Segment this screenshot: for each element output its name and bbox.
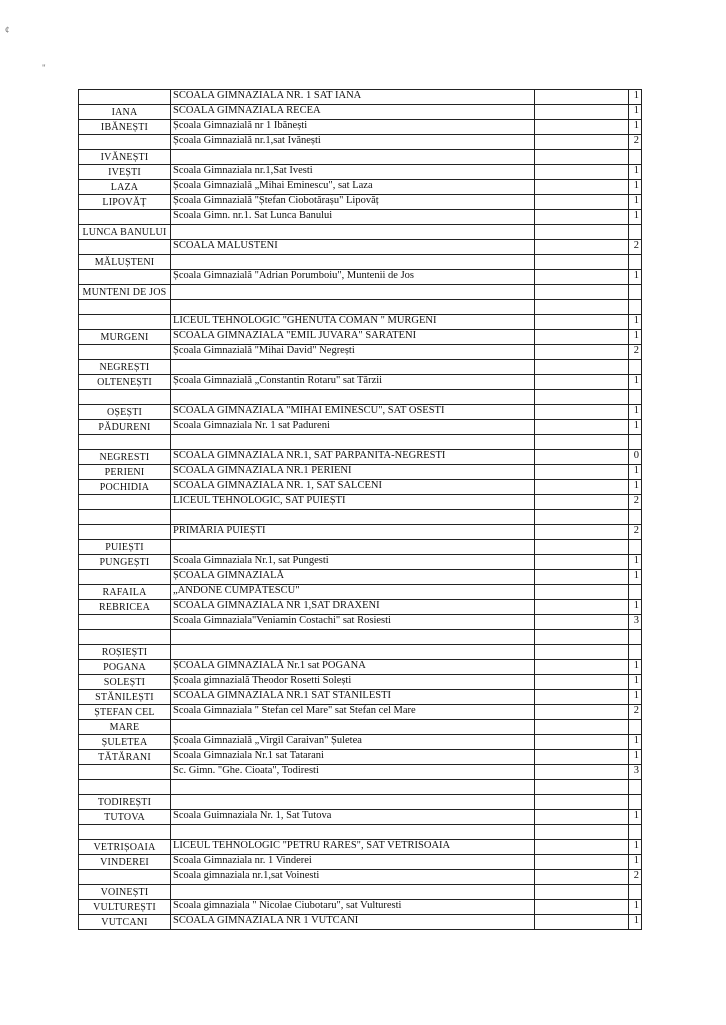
table-row (79, 390, 642, 405)
empty-column-cell (535, 330, 629, 345)
table-row (79, 915, 642, 930)
count-cell: 2 (629, 135, 642, 150)
school-name-cell (171, 150, 535, 165)
locality-cell (79, 135, 171, 150)
locality-cell: MARE (79, 720, 171, 735)
table-row (79, 780, 642, 795)
table-row (79, 420, 642, 435)
count-cell: 2 (629, 240, 642, 255)
locality-cell: OȘEȘTI (79, 405, 171, 420)
locality-cell: TODIREȘTI (79, 795, 171, 810)
locality-cell: NEGREȘTI (79, 360, 171, 375)
school-name-cell: SCOALA GIMNAZIALA NR.1, SAT PARPANITA-NEGRESTI (171, 450, 535, 465)
locality-cell: LAZA (79, 180, 171, 195)
school-name-cell: Școala Gimnazială „Constantin Rotaru" sat Tărzii (171, 375, 535, 390)
empty-column-cell (535, 525, 629, 540)
locality-cell: MUNTENI DE JOS (79, 285, 171, 300)
count-cell (629, 585, 642, 600)
empty-column-cell (535, 180, 629, 195)
school-name-cell (171, 360, 535, 375)
table-row (79, 615, 642, 630)
school-name-cell: Școala Gimnazială „Virgil Caraivan" Șuletea (171, 735, 535, 750)
count-cell: 1 (629, 810, 642, 825)
count-cell: 1 (629, 270, 642, 285)
count-cell: 2 (629, 525, 642, 540)
table-row (79, 540, 642, 555)
table-row (79, 150, 642, 165)
count-cell (629, 285, 642, 300)
table-row (79, 690, 642, 705)
school-name-cell: SCOALA GIMNAZIALA NR.1 PERIENI (171, 465, 535, 480)
locality-cell (79, 570, 171, 585)
locality-cell: REBRICEA (79, 600, 171, 615)
table-row (79, 765, 642, 780)
school-name-cell: Școala gimnazială Theodor Rosetti Solești (171, 675, 535, 690)
empty-column-cell (535, 855, 629, 870)
locality-cell: SOLEȘTI (79, 675, 171, 690)
count-cell: 1 (629, 195, 642, 210)
locality-cell: ROȘIEȘTI (79, 645, 171, 660)
locality-cell (79, 765, 171, 780)
school-name-cell: Scoala Gimnaziala Nr.1, sat Pungesti (171, 555, 535, 570)
school-name-cell (171, 540, 535, 555)
empty-column-cell (535, 915, 629, 930)
locality-cell: IVĂNEȘTI (79, 150, 171, 165)
locality-cell: VETRIȘOAIA (79, 840, 171, 855)
locality-cell: POGANA (79, 660, 171, 675)
locality-cell (79, 825, 171, 840)
empty-column-cell (535, 165, 629, 180)
empty-column-cell (535, 570, 629, 585)
count-cell: 1 (629, 900, 642, 915)
school-name-cell: Scoala Guimnaziala Nr. 1, Sat Tutova (171, 810, 535, 825)
empty-column-cell (535, 810, 629, 825)
empty-column-cell (535, 765, 629, 780)
school-name-cell: SCOALA GIMNAZIALA RECEA (171, 105, 535, 120)
count-cell: 3 (629, 765, 642, 780)
empty-column-cell (535, 345, 629, 360)
school-name-cell (171, 630, 535, 645)
school-name-cell: LICEUL TEHNOLOGIC, SAT PUIEȘTI (171, 495, 535, 510)
locality-cell: VULTUREȘTI (79, 900, 171, 915)
locality-cell: TĂTĂRANI (79, 750, 171, 765)
school-name-cell (171, 390, 535, 405)
schools-table-body (79, 90, 642, 930)
empty-column-cell (535, 90, 629, 105)
count-cell (629, 540, 642, 555)
empty-column-cell (535, 735, 629, 750)
count-cell: 1 (629, 105, 642, 120)
table-row (79, 195, 642, 210)
count-cell: 1 (629, 420, 642, 435)
count-cell: 1 (629, 180, 642, 195)
school-name-cell: SCOALA GIMNAZIALA "EMIL JUVARA" SARATENI (171, 330, 535, 345)
empty-column-cell (535, 285, 629, 300)
empty-column-cell (535, 660, 629, 675)
table-row (79, 840, 642, 855)
school-name-cell: SCOALA GIMNAZIALA NR 1 VUTCANI (171, 915, 535, 930)
empty-column-cell (535, 870, 629, 885)
empty-column-cell (535, 405, 629, 420)
school-name-cell: Scoala Gimnaziala nr. 1 Vinderei (171, 855, 535, 870)
school-name-cell: LICEUL TEHNOLOGIC "GHENUTA COMAN " MURGENI (171, 315, 535, 330)
locality-cell (79, 210, 171, 225)
empty-column-cell (535, 825, 629, 840)
locality-cell: TUTOVA (79, 810, 171, 825)
school-name-cell: SCOALA GIMNAZIALA NR.1 SAT STANILESTI (171, 690, 535, 705)
empty-column-cell (535, 465, 629, 480)
count-cell: 1 (629, 735, 642, 750)
count-cell: 1 (629, 840, 642, 855)
table-row (79, 405, 642, 420)
empty-column-cell (535, 270, 629, 285)
count-cell: 1 (629, 165, 642, 180)
table-row (79, 570, 642, 585)
school-name-cell: Scoala Gimnaziala Nr.1 sat Tatarani (171, 750, 535, 765)
table-row (79, 495, 642, 510)
school-name-cell (171, 435, 535, 450)
school-name-cell: Sc. Gimn. "Ghe. Cioata", Todiresti (171, 765, 535, 780)
count-cell (629, 255, 642, 270)
school-name-cell: Școala Gimnazială nr.1,sat Ivănești (171, 135, 535, 150)
school-name-cell: Scoala Gimn. nr.1. Sat Lunca Banului (171, 210, 535, 225)
table-row (79, 795, 642, 810)
locality-cell: IBĂNEȘTI (79, 120, 171, 135)
locality-cell (79, 315, 171, 330)
locality-cell: LIPOVĂȚ (79, 195, 171, 210)
table-row (79, 270, 642, 285)
empty-column-cell (535, 900, 629, 915)
table-row (79, 900, 642, 915)
table-row (79, 255, 642, 270)
locality-cell: POCHIDIA (79, 480, 171, 495)
empty-column-cell (535, 630, 629, 645)
school-name-cell: SCOALA GIMNAZIALA NR. 1 SAT IANA (171, 90, 535, 105)
count-cell: 1 (629, 405, 642, 420)
school-name-cell (171, 645, 535, 660)
table-row (79, 885, 642, 900)
school-name-cell: SCOALA GIMNAZIALA NR. 1, SAT SALCENI (171, 480, 535, 495)
count-cell: 1 (629, 855, 642, 870)
empty-column-cell (535, 315, 629, 330)
count-cell: 3 (629, 615, 642, 630)
table-row (79, 105, 642, 120)
count-cell: 1 (629, 555, 642, 570)
table-row (79, 585, 642, 600)
locality-cell: MĂLUȘTENI (79, 255, 171, 270)
table-row (79, 720, 642, 735)
table-row (79, 300, 642, 315)
school-name-cell: „ANDONE CUMPĂTESCU" (171, 585, 535, 600)
school-name-cell: Școala Gimnazială nr 1 Ibănești (171, 120, 535, 135)
locality-cell (79, 630, 171, 645)
count-cell: 1 (629, 375, 642, 390)
empty-column-cell (535, 135, 629, 150)
count-cell: 1 (629, 480, 642, 495)
locality-cell: PUIEȘTI (79, 540, 171, 555)
count-cell (629, 645, 642, 660)
count-cell (629, 795, 642, 810)
table-row (79, 630, 642, 645)
count-cell: 1 (629, 915, 642, 930)
locality-cell: LUNCA BANULUI (79, 225, 171, 240)
count-cell: 2 (629, 870, 642, 885)
table-row (79, 660, 642, 675)
locality-cell (79, 870, 171, 885)
count-cell: 1 (629, 210, 642, 225)
school-name-cell: SCOALA GIMNAZIALA NR 1,SAT DRAXENI (171, 600, 535, 615)
table-row (79, 735, 642, 750)
table-row (79, 345, 642, 360)
count-cell: 1 (629, 90, 642, 105)
table-row (79, 240, 642, 255)
count-cell (629, 630, 642, 645)
locality-cell: OLTENEȘTI (79, 375, 171, 390)
locality-cell: ȘULETEA (79, 735, 171, 750)
table-row (79, 360, 642, 375)
locality-cell (79, 495, 171, 510)
locality-cell (79, 615, 171, 630)
school-name-cell: Scoala Gimnaziala nr.1,Sat Ivesti (171, 165, 535, 180)
locality-cell (79, 780, 171, 795)
empty-column-cell (535, 480, 629, 495)
school-name-cell (171, 285, 535, 300)
locality-cell: ȘTEFAN CEL (79, 705, 171, 720)
locality-cell (79, 435, 171, 450)
school-name-cell: Școala Gimnazială "Mihai David" Negrești (171, 345, 535, 360)
table-row (79, 645, 642, 660)
count-cell: 1 (629, 600, 642, 615)
table-row (79, 450, 642, 465)
locality-cell: STĂNILEȘTI (79, 690, 171, 705)
count-cell: 2 (629, 495, 642, 510)
school-name-cell (171, 795, 535, 810)
count-cell: 1 (629, 315, 642, 330)
school-name-cell: SCOALA GIMNAZIALA "MIHAI EMINESCU", SAT OSESTI (171, 405, 535, 420)
empty-column-cell (535, 105, 629, 120)
locality-cell (79, 525, 171, 540)
school-name-cell (171, 825, 535, 840)
empty-column-cell (535, 840, 629, 855)
empty-column-cell (535, 750, 629, 765)
table-row (79, 600, 642, 615)
empty-column-cell (535, 510, 629, 525)
count-cell (629, 225, 642, 240)
empty-column-cell (535, 690, 629, 705)
locality-cell: RAFAILA (79, 585, 171, 600)
empty-column-cell (535, 720, 629, 735)
table-row (79, 675, 642, 690)
school-name-cell: ȘCOALA GIMNAZIALĂ (171, 570, 535, 585)
locality-cell: VINDEREI (79, 855, 171, 870)
empty-column-cell (535, 675, 629, 690)
table-row (79, 285, 642, 300)
table-row (79, 525, 642, 540)
table-row (79, 315, 642, 330)
table-row (79, 225, 642, 240)
empty-column-cell (535, 150, 629, 165)
locality-cell (79, 90, 171, 105)
school-name-cell (171, 255, 535, 270)
count-cell (629, 720, 642, 735)
count-cell: 2 (629, 705, 642, 720)
empty-column-cell (535, 705, 629, 720)
school-name-cell: Scoala Gimnaziala " Stefan cel Mare" sat Stefan cel Mare (171, 705, 535, 720)
school-name-cell: Scoala Gimnaziala"Veniamin Costachi" sat Rosiesti (171, 615, 535, 630)
locality-cell: MURGENI (79, 330, 171, 345)
school-name-cell: PRIMĂRIA PUIEȘTI (171, 525, 535, 540)
school-name-cell (171, 300, 535, 315)
count-cell: 1 (629, 690, 642, 705)
table-row (79, 375, 642, 390)
empty-column-cell (535, 645, 629, 660)
empty-column-cell (535, 450, 629, 465)
table-row (79, 465, 642, 480)
school-name-cell: ȘCOALA GIMNAZIALĂ Nr.1 sat POGANA (171, 660, 535, 675)
empty-column-cell (535, 780, 629, 795)
school-name-cell (171, 780, 535, 795)
school-name-cell (171, 225, 535, 240)
empty-column-cell (535, 210, 629, 225)
empty-column-cell (535, 255, 629, 270)
empty-column-cell (535, 435, 629, 450)
table-row (79, 810, 642, 825)
count-cell: 1 (629, 570, 642, 585)
locality-cell: VUTCANI (79, 915, 171, 930)
empty-column-cell (535, 240, 629, 255)
table-row (79, 750, 642, 765)
school-name-cell: Școala Gimnazială „Mihai Eminescu", sat Laza (171, 180, 535, 195)
empty-column-cell (535, 195, 629, 210)
table-row (79, 165, 642, 180)
empty-column-cell (535, 225, 629, 240)
empty-column-cell (535, 375, 629, 390)
table-row (79, 120, 642, 135)
count-cell: 1 (629, 660, 642, 675)
table-row (79, 435, 642, 450)
empty-column-cell (535, 120, 629, 135)
table-row (79, 480, 642, 495)
count-cell (629, 435, 642, 450)
empty-column-cell (535, 360, 629, 375)
count-cell: 1 (629, 750, 642, 765)
school-name-cell: Școala Gimnazială "Adrian Porumboiu", Muntenii de Jos (171, 270, 535, 285)
table-row (79, 180, 642, 195)
count-cell: 1 (629, 120, 642, 135)
count-cell: 1 (629, 330, 642, 345)
locality-cell (79, 390, 171, 405)
count-cell (629, 390, 642, 405)
count-cell: 2 (629, 345, 642, 360)
table-row (79, 210, 642, 225)
locality-cell: PĂDURENI (79, 420, 171, 435)
school-name-cell (171, 885, 535, 900)
locality-cell: PUNGEȘTI (79, 555, 171, 570)
empty-column-cell (535, 585, 629, 600)
school-name-cell: Scoala gimnaziala nr.1,sat Voinesti (171, 870, 535, 885)
empty-column-cell (535, 555, 629, 570)
empty-column-cell (535, 390, 629, 405)
locality-cell (79, 240, 171, 255)
locality-cell: PERIENI (79, 465, 171, 480)
empty-column-cell (535, 420, 629, 435)
count-cell (629, 510, 642, 525)
locality-cell: IVEȘTI (79, 165, 171, 180)
table-row (79, 825, 642, 840)
count-cell (629, 300, 642, 315)
locality-cell (79, 345, 171, 360)
locality-cell (79, 270, 171, 285)
count-cell: 0 (629, 450, 642, 465)
empty-column-cell (535, 795, 629, 810)
table-row (79, 855, 642, 870)
count-cell (629, 150, 642, 165)
scan-speck-mark: ¢ (5, 25, 10, 35)
table-row (79, 705, 642, 720)
locality-cell: NEGRESTI (79, 450, 171, 465)
count-cell (629, 780, 642, 795)
school-name-cell: Scoala gimnaziala " Nicolae Ciubotaru", sat Vulturesti (171, 900, 535, 915)
schools-table (78, 89, 642, 930)
school-name-cell (171, 510, 535, 525)
count-cell (629, 825, 642, 840)
school-name-cell: SCOALA MALUSTENI (171, 240, 535, 255)
locality-cell: IANA (79, 105, 171, 120)
empty-column-cell (535, 540, 629, 555)
empty-column-cell (535, 615, 629, 630)
table-row (79, 555, 642, 570)
empty-column-cell (535, 885, 629, 900)
empty-column-cell (535, 300, 629, 315)
empty-column-cell (535, 600, 629, 615)
count-cell (629, 885, 642, 900)
locality-cell (79, 510, 171, 525)
school-name-cell: Scoala Gimnaziala Nr. 1 sat Padureni (171, 420, 535, 435)
empty-column-cell (535, 495, 629, 510)
count-cell (629, 360, 642, 375)
scan-speck-mark: " (42, 63, 46, 73)
school-name-cell: Școala Gimnazială "Ștefan Ciobotărașu" Lipovăț (171, 195, 535, 210)
school-name-cell (171, 720, 535, 735)
table-row (79, 135, 642, 150)
locality-cell: VOINEȘTI (79, 885, 171, 900)
table-row (79, 330, 642, 345)
locality-cell (79, 300, 171, 315)
table-row (79, 870, 642, 885)
table-row (79, 510, 642, 525)
count-cell: 1 (629, 675, 642, 690)
count-cell: 1 (629, 465, 642, 480)
table-row (79, 90, 642, 105)
school-name-cell: LICEUL TEHNOLOGIC "PETRU RARES", SAT VETRISOAIA (171, 840, 535, 855)
